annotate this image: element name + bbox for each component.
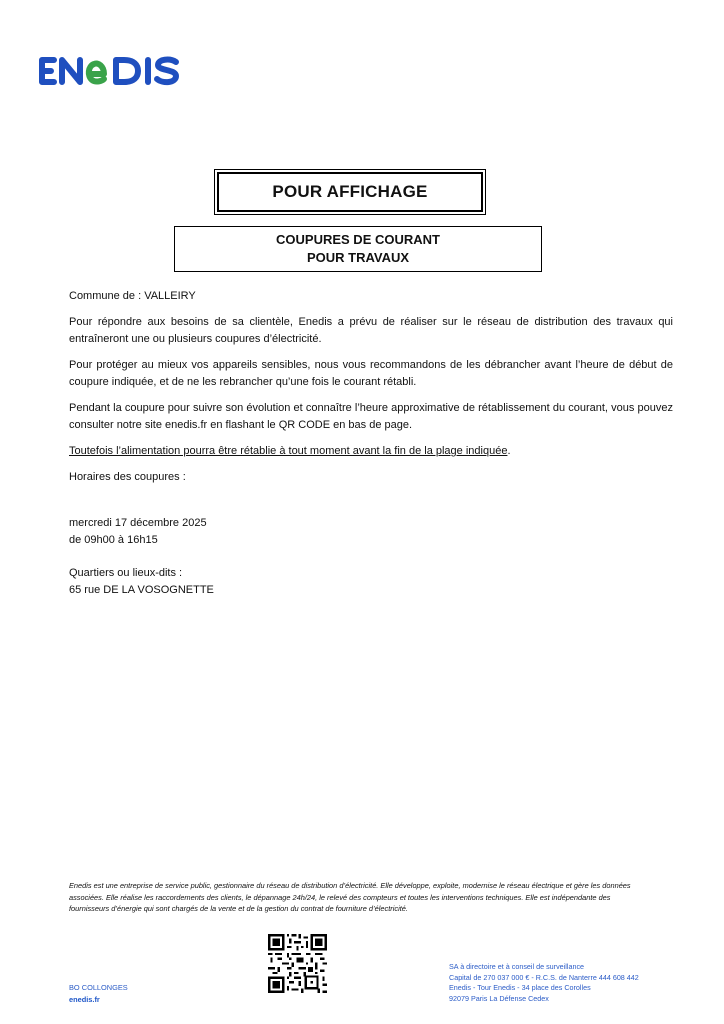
notice-subtitle [174, 226, 542, 272]
footer-office: BO COLLONGES [69, 983, 128, 992]
warning-line [69, 443, 673, 460]
quartiers-label: Quartiers ou lieux-dits : [69, 567, 183, 579]
footer-note-line-3: fournisseurs d’énergie qui sont chargés de la vente et de la gestion du contrat de fourniture d’électricité. [69, 904, 408, 913]
legal-line-1: SA à directoire et à conseil de surveillance [449, 962, 585, 971]
footer-legal [449, 962, 639, 1004]
legal-line-4: 92079 Paris La Défense Cedex [449, 993, 549, 1003]
outage-address: 65 rue DE LA VOSOGNETTE [69, 584, 214, 596]
commune: Commune de : VALLEIRY [69, 290, 196, 302]
outage-date: mercredi 17 décembre 2025 [69, 517, 207, 529]
legal-line-3: Enedis - Tour Enedis - 34 place des Corolles [449, 983, 591, 992]
paragraph-intro: Pour répondre aux besoins de sa clientèle, Enedis a prévu de réaliser sur le réseau de distribution des travaux qui entraîneront une ou plusieurs coupures d’électricité. [69, 316, 673, 345]
paragraph-recommendation: Pour protéger au mieux vos appareils sensibles, nous vous recommandons de les débrancher avant l’heure de début de coupure indiquée, et de ne les rebrancher qu’une fois le courant rétabli. [69, 359, 673, 388]
subtitle-line-1: COUPURES DE COURANT [276, 232, 440, 247]
subtitle-line-2: POUR TRAVAUX [306, 250, 410, 265]
footer-note-line-2: associées. Elle réalise les raccordements des clients, le dépannage 24h/24, le relevé des compteurs et toutes les interventions techniques. Elle est indépendante des [69, 892, 611, 902]
warning-text: Toutefois l’alimentation pourra être rétablie à tout moment avant la fin de la plage indiquée [69, 445, 508, 457]
legal-line-2: Capital de 270 037 000 € - R.C.S. de Nanterre 444 608 442 [449, 972, 639, 982]
footer-left [69, 982, 128, 1006]
page-title: POUR AFFICHAGE [217, 172, 483, 212]
enedis-logo [36, 52, 188, 88]
qr-code[interactable] [268, 934, 327, 993]
paragraph-follow-up: Pendant la coupure pour suivre son évolution et connaître l’heure approximative de rétablissement du courant, vous pouvez consulter notre site enedis.fr en flashant le QR CODE en bas de page. [69, 402, 673, 431]
horaires-label: Horaires des coupures : [69, 471, 186, 483]
footer-website-link[interactable]: enedis.fr [69, 995, 100, 1004]
warning-period: . [507, 445, 511, 457]
brand-color-line [190, 84, 724, 88]
footer-note-line-1: Enedis est une entreprise de service public, gestionnaire du réseau de distribution d’électricité. Elle développe, exploite, modernise le réseau électrique et gère les données [69, 881, 631, 890]
notice-body [69, 288, 673, 599]
outage-hours: de 09h00 à 16h15 [69, 534, 158, 546]
footer-note [69, 880, 669, 915]
